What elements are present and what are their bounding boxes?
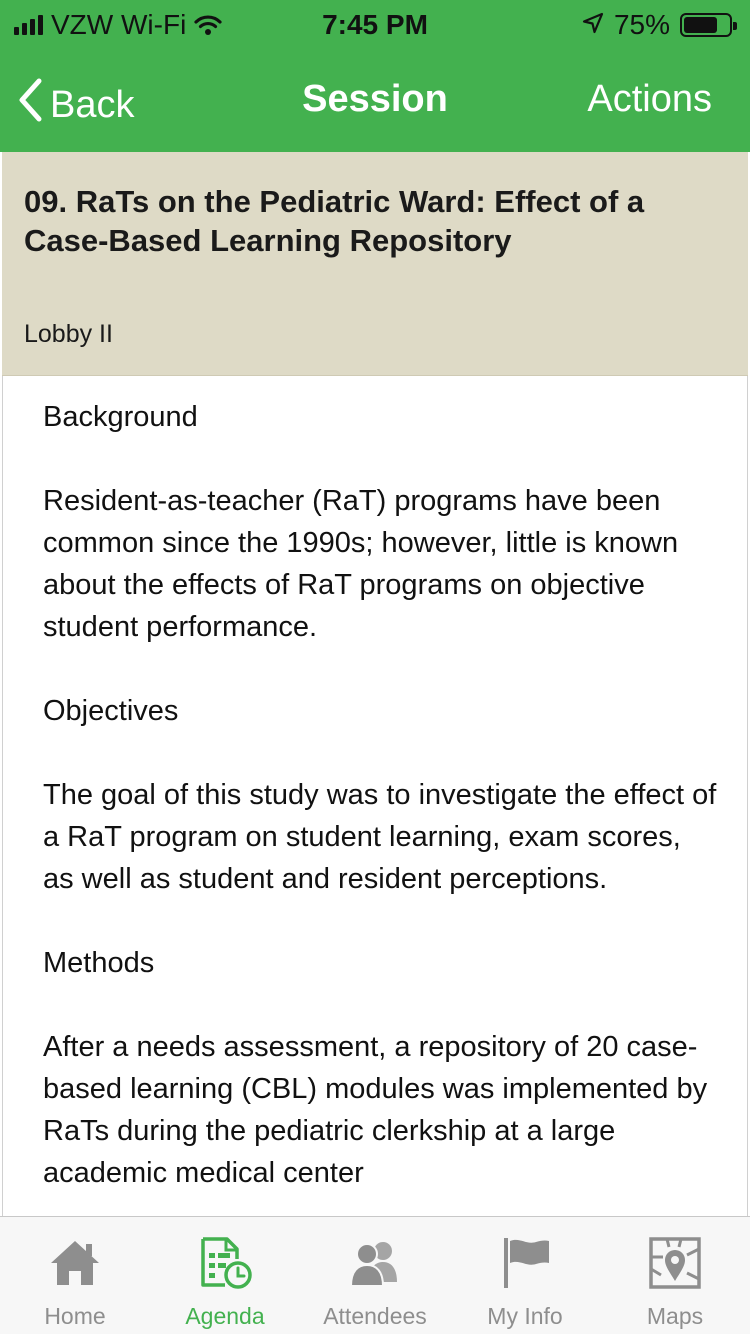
- flag-icon: [497, 1235, 553, 1291]
- battery-fill: [684, 17, 717, 33]
- actions-button[interactable]: Actions: [587, 78, 712, 120]
- tab-maps[interactable]: [600, 1217, 750, 1334]
- description-text: [3, 376, 747, 1194]
- back-button[interactable]: [18, 78, 134, 132]
- session-description[interactable]: [2, 376, 748, 1216]
- paragraph-background: Resident-as-teacher (RaT) programs have been common since the 1990s; however, little is known about the effects of RaT programs on objective student performance.: [43, 485, 679, 643]
- section-heading-methods: Methods: [43, 947, 155, 979]
- tab-maps-label: Maps: [646, 1303, 704, 1329]
- map-icon: [647, 1235, 703, 1291]
- status-right: [582, 9, 732, 41]
- navigation-bar: [0, 52, 750, 152]
- attendees-icon: [347, 1235, 403, 1291]
- session-header: [2, 152, 748, 376]
- status-bar: [0, 0, 750, 52]
- paragraph-methods: After a needs assessment, a repository of 20 case-based learning (CBL) modules was implemented by RaTs during the pediatric clerkship at a large academic medical center: [43, 1031, 708, 1189]
- agenda-icon: [197, 1235, 253, 1291]
- tab-attendees-label: Attendees: [323, 1303, 427, 1329]
- carrier-label: VZW Wi-Fi: [51, 9, 187, 40]
- battery-icon: [680, 13, 732, 37]
- battery-percent: 75%: [613, 9, 670, 40]
- session-title: 09. RaTs on the Pediatric Ward: Effect of a Case-Based Learning Repository: [24, 184, 645, 258]
- tab-agenda[interactable]: [150, 1217, 300, 1334]
- tab-attendees[interactable]: [300, 1217, 450, 1334]
- tab-my-info[interactable]: [450, 1217, 600, 1334]
- status-time: 7:45 PM: [322, 9, 428, 40]
- home-icon: [47, 1235, 103, 1291]
- tab-home[interactable]: [0, 1217, 150, 1334]
- page-title: Session: [302, 78, 448, 120]
- session-room: Lobby II: [24, 320, 113, 348]
- tab-agenda-label: Agenda: [185, 1303, 265, 1329]
- section-heading-background: Background: [43, 401, 198, 433]
- chevron-left-icon: [18, 78, 42, 132]
- back-label: Back: [50, 83, 135, 126]
- location-arrow-icon: [582, 9, 604, 41]
- paragraph-objectives: The goal of this study was to investigate the effect of a RaT program on student learning, exam scores, as well as student and resident perceptions.: [43, 779, 717, 895]
- section-heading-objectives: Objectives: [43, 695, 179, 727]
- tab-my-info-label: My Info: [487, 1303, 563, 1329]
- tab-home-label: Home: [44, 1303, 106, 1329]
- tab-bar: [0, 1216, 750, 1334]
